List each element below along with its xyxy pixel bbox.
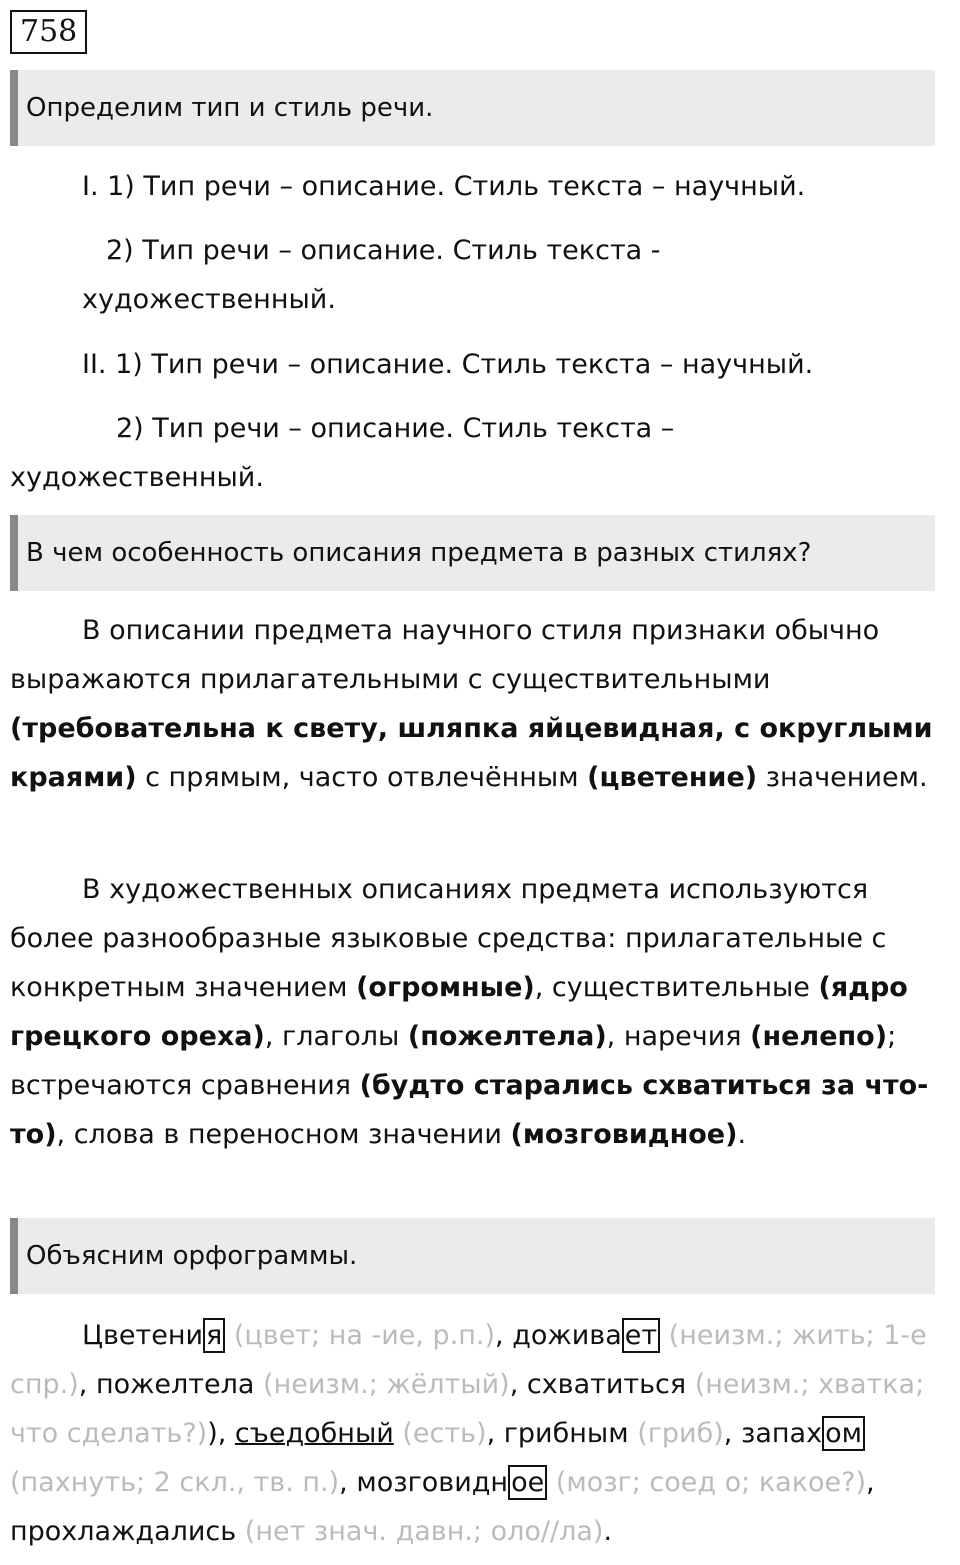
explanation: (есть) xyxy=(393,1418,487,1449)
task-number: 758 xyxy=(10,10,87,54)
word: прохлаждались xyxy=(10,1516,237,1547)
section-heading-orthograms: Объясним орфограммы. xyxy=(10,1218,935,1294)
section-heading-type-style: Определим тип и стиль речи. xyxy=(10,70,935,146)
example: (мозговидное) xyxy=(510,1119,738,1150)
section-heading-features: В чем особенность описания предмета в разных стилях? xyxy=(10,515,935,591)
word: схватиться xyxy=(526,1369,687,1400)
separator: . xyxy=(603,1516,613,1547)
explanation: (цвет; на -ие, р.п.) xyxy=(225,1320,496,1351)
example: (огромные) xyxy=(356,972,535,1003)
separator: , xyxy=(486,1418,504,1449)
answer-line: I. 1) Тип речи – описание. Стиль текста – научный. xyxy=(82,171,806,202)
example: (пожелтела) xyxy=(407,1021,607,1052)
example: (ядро грецкого ореха) xyxy=(10,972,908,1052)
text: , наречия xyxy=(606,1021,751,1052)
separator: , xyxy=(866,1467,875,1498)
text: значением. xyxy=(757,762,928,793)
text: , слова в переносном значении xyxy=(56,1119,511,1150)
answer-line: художественный. xyxy=(82,284,336,315)
text: В художественных описаниях предмета используются более разнообразные языковые средства: прилагательные с конкретным значением xyxy=(10,874,887,1003)
example: (цветение) xyxy=(587,762,758,793)
explanation: (мозг; соед о; какое?) xyxy=(547,1467,867,1498)
separator: , xyxy=(339,1467,357,1498)
text: ; встречаются сравнения xyxy=(10,1021,897,1101)
word: мозговидн ое xyxy=(356,1465,547,1500)
example: (будто старались схватиться за что-то) xyxy=(10,1070,929,1150)
word: Цветени я xyxy=(82,1318,225,1353)
word: съедобный xyxy=(234,1418,394,1449)
separator: ), xyxy=(207,1418,235,1449)
separator: , xyxy=(78,1369,96,1400)
word: пожелтела xyxy=(95,1369,255,1400)
word: грибным xyxy=(503,1418,629,1449)
explanation: (нет знач. давн.; оло//ла) xyxy=(236,1516,604,1547)
answer-line: 2) Тип речи – описание. Стиль текста - xyxy=(106,235,661,266)
text: В описании предмета научного стиля признаки обычно выражаются прилагательными с существительными xyxy=(10,615,880,695)
explanation: (неизм.; жить; 1-е спр.) xyxy=(10,1320,927,1400)
answer-line: художественный. xyxy=(10,462,264,493)
answer-line: II. 1) Тип речи – описание. Стиль текста – научный. xyxy=(82,349,814,380)
separator: , xyxy=(495,1320,513,1351)
word: дожива ет xyxy=(512,1318,660,1353)
paragraph-artistic xyxy=(10,865,935,1159)
explanation: (пахнуть; 2 скл., тв. п.) xyxy=(10,1467,340,1498)
example: (требовательна к свету, шляпка яйцевидная, с округлыми краями) xyxy=(10,713,933,793)
text: , глаголы xyxy=(264,1021,408,1052)
separator: , xyxy=(723,1418,741,1449)
explanation: (неизм.; хватка; что сделать?) xyxy=(10,1369,925,1449)
separator: , xyxy=(509,1369,527,1400)
explanation: (неизм.; жёлтый) xyxy=(254,1369,510,1400)
orthogram-list xyxy=(10,1311,950,1556)
example: (нелепо) xyxy=(750,1021,888,1052)
word: запах ом xyxy=(741,1416,865,1451)
paragraph-scientific xyxy=(10,606,935,802)
text: с прямым, часто отвлечённым xyxy=(136,762,588,793)
answer-line: 2) Тип речи – описание. Стиль текста – xyxy=(116,413,675,444)
explanation: (гриб) xyxy=(628,1418,724,1449)
text: . xyxy=(737,1119,747,1150)
text: , существительные xyxy=(534,972,819,1003)
